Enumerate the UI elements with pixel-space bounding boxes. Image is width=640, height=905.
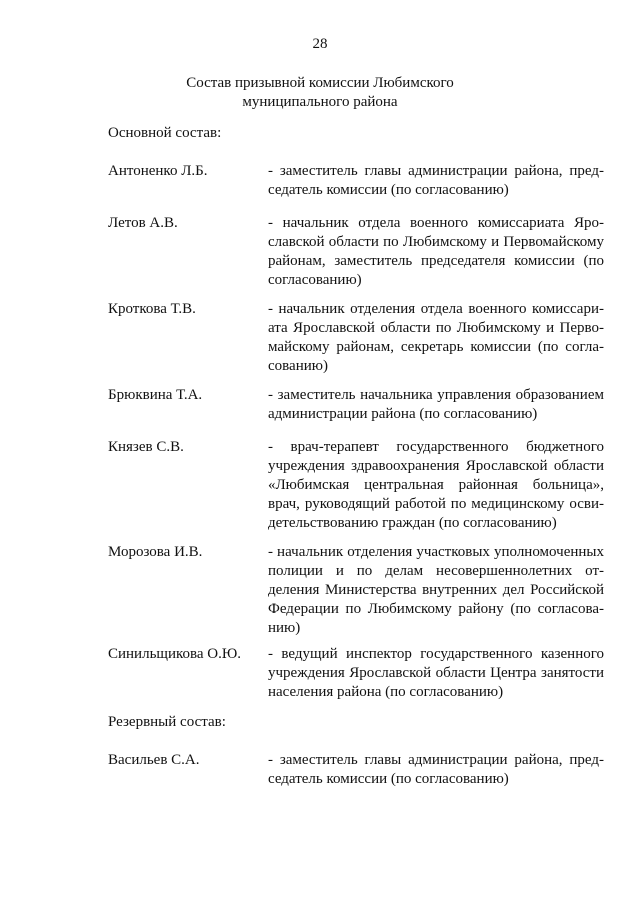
member-role: - начальник отдела военного комиссариата Ярославской области по Любимскому и Первомайскому районам, заместитель председателя комиссии (по согласованию): [268, 215, 604, 288]
member-role: - начальник отделения участковых уполномоченных полиции и по делам несовершеннолетних отделения Министерства внутренних дел Российской Федерации по Любимскому району (по согласованию): [268, 544, 604, 636]
title-line-1: Состав призывной комиссии Любимского: [186, 75, 454, 91]
document-title: [0, 74, 640, 112]
member-name: Васильев С.А.: [108, 752, 200, 768]
member-name: Брюквина Т.А.: [108, 387, 203, 403]
member-name: Летов А.В.: [108, 215, 178, 231]
member-name: Князев С.В.: [108, 439, 184, 455]
member-role: - заместитель главы администрации района, председатель комиссии (по согласованию): [268, 163, 604, 198]
member-role: - заместитель главы администрации района, председатель комиссии (по согласованию): [268, 752, 604, 787]
member-name: Антоненко Л.Б.: [108, 163, 208, 179]
member-role: - ведущий инспектор государственного казенного учреждения Ярославской области Центра занятости населения района (по согласованию): [268, 646, 604, 700]
title-line-2: муниципального района: [242, 94, 398, 110]
member-role: - начальник отделения отдела военного комиссариата Ярославской области по Любимскому и Первомайскому районам, секретарь комиссии (по согласованию): [268, 301, 604, 374]
main-section-heading: Основной состав:: [108, 125, 222, 141]
page-number: 28: [312, 36, 328, 52]
member-name: Синильщикова О.Ю.: [108, 646, 242, 662]
member-name: Морозова И.В.: [108, 544, 203, 560]
member-role: - заместитель начальника управления образованием администрации района (по согласованию): [268, 387, 604, 422]
member-role: - врач-терапевт государственного бюджетного учреждения здравоохранения Ярославской области «Любимская центральная районная больница», врач, руководящий работой по медицинскому освидетельствованию граждан (по согласованию): [268, 439, 604, 531]
member-name: Кроткова Т.В.: [108, 301, 196, 317]
reserve-section-heading: Резервный состав:: [108, 714, 226, 730]
